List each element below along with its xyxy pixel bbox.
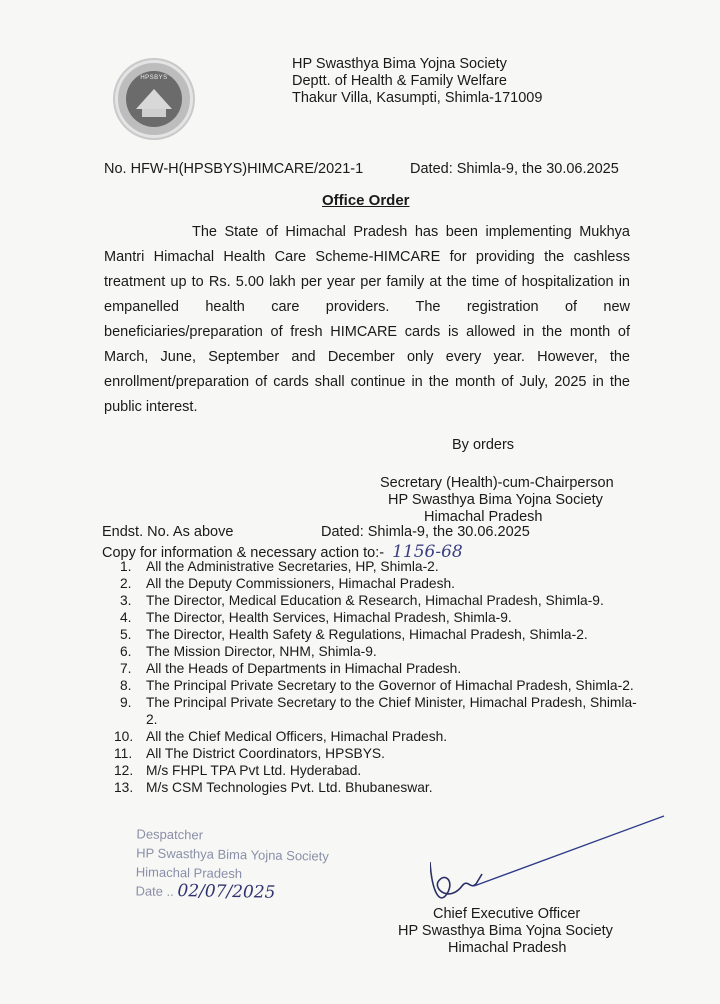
stamp-date-label: Date (135, 883, 164, 899)
list-item: 1. All the Administrative Secretaries, HP, Shimla-2. (120, 559, 439, 574)
signatory-ceo (433, 906, 580, 923)
body-line: beneficiaries/preparation of fresh HIMCARE cards is allowed in the month of (104, 324, 630, 340)
signatory-title: Secretary (Health)-cum-Chairperson (380, 475, 614, 491)
list-item: 13. M/s CSM Technologies Pvt. Ltd. Bhubaneswar. (114, 780, 433, 795)
body-line: public interest. (104, 399, 198, 415)
list-item: 12. M/s FHPL TPA Pvt Ltd. Hyderabad. (114, 763, 362, 778)
body-line: enrollment/preparation of cards shall continue in the month of July, 2025 in the (104, 374, 630, 390)
handwritten-dispatch-number: 1156-68 (392, 542, 463, 562)
endst-date: Dated: Shimla-9, the 30.06.2025 (321, 524, 530, 540)
list-item: 9. The Principal Private Secretary to the Chief Minister, Himachal Pradesh, Shimla-2. (120, 695, 637, 727)
body-paragraph (104, 220, 630, 420)
list-item: 6. The Mission Director, NHM, Shimla-9. (120, 644, 377, 659)
ceo-org: HP Swasthya Bima Yojna Society (398, 923, 613, 939)
body-line: empanelled health care providers. The registration of new (104, 299, 630, 315)
list-item: 3. The Director, Medical Education & Research, Himachal Pradesh, Shimla-9. (120, 593, 604, 608)
signatory-state: Himachal Pradesh (424, 509, 543, 525)
header-address: Thakur Villa, Kasumpti, Shimla-171009 (292, 90, 543, 106)
list-item: 11. All The District Coordinators, HPSBYS. (114, 746, 385, 761)
society-logo (115, 60, 193, 138)
body-line: The State of Himachal Pradesh has been implementing Mukhya (192, 224, 630, 240)
stamp-state: Himachal Pradesh (135, 864, 243, 882)
ceo-title: Chief Executive Officer (433, 906, 581, 922)
header-org: HP Swasthya Bima Yojna Society (292, 56, 507, 72)
ref-number: No. HFW-H(HPSBYS)HIMCARE/2021-1 (104, 161, 364, 177)
stamp-org: HP Swasthya Bima Yojna Society (136, 845, 329, 864)
stamp-date-value: 02/07/2025 (177, 881, 276, 903)
body-line: treatment up to Rs. 5.00 lakh per year per family at the time of hospitalization in (104, 274, 630, 290)
body-line: March, June, September and December only every year. However, the (104, 349, 630, 365)
list-item: 2. All the Deputy Commissioners, Himachal Pradesh. (120, 576, 456, 591)
signatory-org: HP Swasthya Bima Yojna Society (388, 492, 603, 508)
list-item: 7. All the Heads of Departments in Himachal Pradesh. (120, 661, 462, 676)
document-title: Office Order (322, 192, 410, 209)
ref-date: Dated: Shimla-9, the 30.06.2025 (410, 161, 619, 177)
copy-to-text: Copy for information & necessary action to:- (102, 545, 385, 561)
despatch-stamp (135, 824, 329, 903)
signatory-secretary (380, 475, 614, 526)
stamp-title: Despatcher (136, 826, 204, 843)
logo-text: HPSBYS (140, 75, 168, 81)
stamp-date-row: Date .. 02/07/2025 (135, 881, 276, 903)
header-dept: Deptt. of Health & Family Welfare (292, 73, 507, 89)
list-item: 10. All the Chief Medical Officers, Himachal Pradesh. (114, 729, 448, 744)
ceo-org-block (398, 923, 613, 957)
list-item: 8. The Principal Private Secretary to the Governor of Himachal Pradesh, Shimla-2. (120, 678, 634, 693)
ceo-state: Himachal Pradesh (448, 940, 567, 956)
by-orders: By orders (452, 437, 515, 453)
list-item: 4. The Director, Health Services, Himachal Pradesh, Shimla-9. (120, 610, 512, 625)
body-line: Mantri Himachal Health Care Scheme-HIMCARE for providing the cashless (104, 249, 630, 265)
endst-number: Endst. No. As above (102, 524, 234, 540)
list-item: 5. The Director, Health Safety & Regulations, Himachal Pradesh, Shimla-2. (120, 627, 588, 642)
recipient-list (114, 558, 640, 796)
